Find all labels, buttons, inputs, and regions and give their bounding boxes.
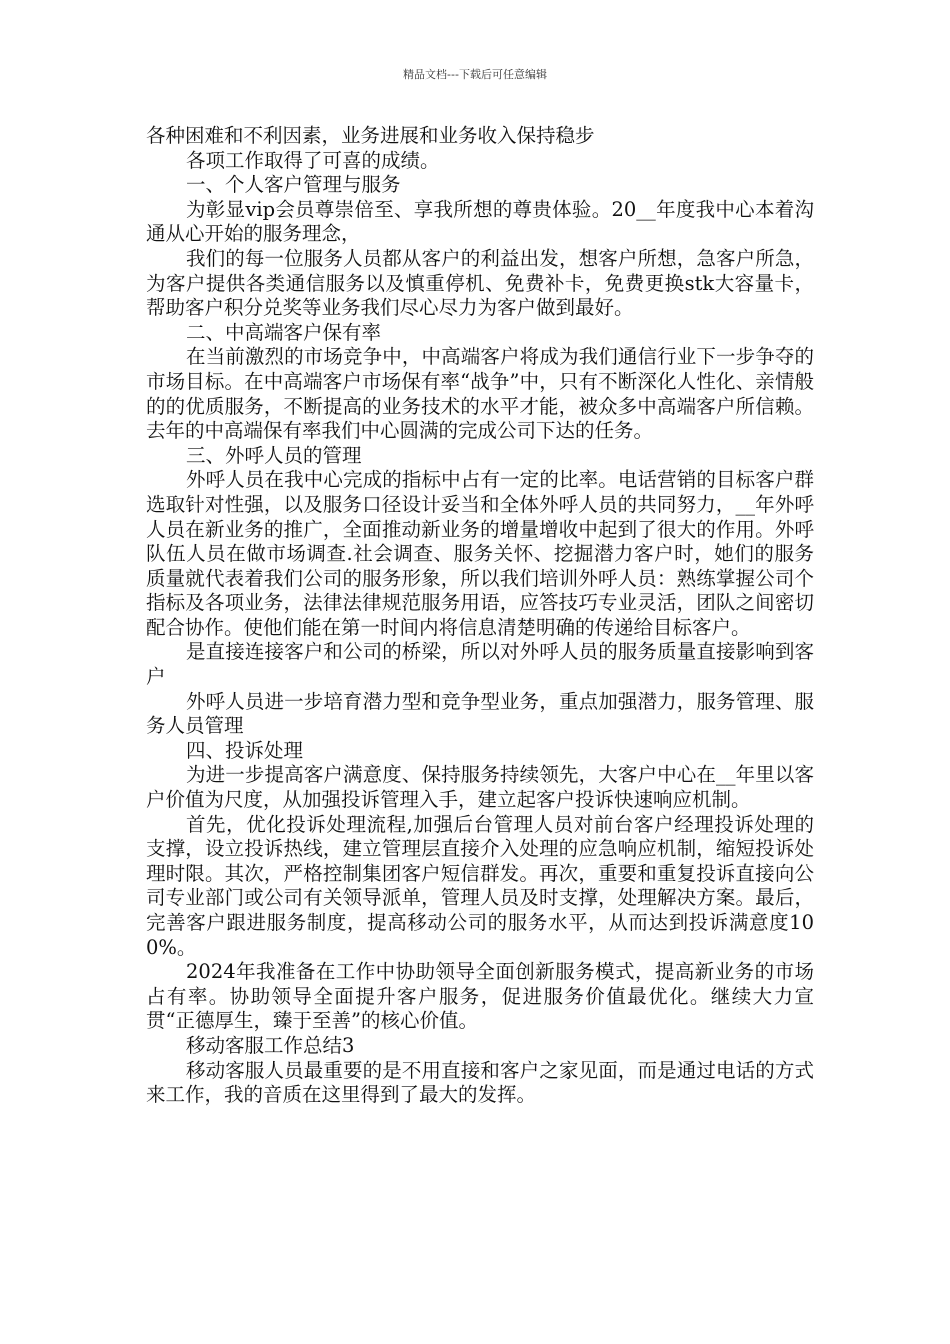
section-heading-1: 一、个人客户管理与服务: [186, 173, 401, 197]
paragraph-outbound-staff: 外呼人员在我中心完成的指标中占有一定的比率。电话营销的目标客户群选取针对性强，以及服务口径设计妥当和全体外呼人员的共同努力，__年外呼人员在新业务的推广，全面推动新业务的增量增收中起到了很大的作用。外呼队伍人员在做市场调查.社会调查、服务关怀、挖掘潜力客户时，她们的服务质量就代表着我们公司的服务形象，所以我们培训外呼人员：熟练掌握公司个指标及各项业务，法律法律规范服务用语，应答技巧专业灵活，团队之间密切配合协作。使他们能在第一时间内将信息清楚明确的传递给目标客户。: [146, 468, 814, 639]
paragraph-outbound-growth: 外呼人员进一步培育潜力型和竞争型业务，重点加强潜力，服务管理、服务人员管理: [146, 689, 814, 738]
paragraph-bridge: 是直接连接客户和公司的桥梁，所以对外呼人员的服务质量直接影响到客户: [146, 640, 814, 689]
section-heading-summary-3: 移动客服工作总结3: [186, 1033, 355, 1057]
paragraph-2024-plan: 2024年我准备在工作中协助领导全面创新服务模式，提高新业务的市场占有率。协助领导全面提升客户服务，促进服务价值最优化。继续大力宣贯“正德厚生，臻于至善”的核心价值。: [146, 960, 814, 1033]
paragraph-vip: 为彰显vip会员尊崇倍至、享我所想的尊贵体验。20__年度我中心本着沟通从心开始的服务理念，: [146, 197, 814, 246]
page-header: 精品文档---下载后可任意编辑: [403, 68, 547, 81]
document-body: [146, 124, 814, 1108]
section-heading-3: 三、外呼人员的管理: [186, 443, 362, 467]
paragraph-phone-work: 移动客服人员最重要的是不用直接和客户之家见面，而是通过电话的方式来工作，我的音质在这里得到了最大的发挥。: [146, 1058, 814, 1107]
paragraph-continuation: 各种困难和不利因素，业务进展和业务收入保持稳步: [146, 124, 595, 147]
paragraph-complaint-process: 首先，优化投诉处理流程,加强后台管理人员对前台客户经理投诉处理的支撑，设立投诉热线，建立管理层直接介入处理的应急响应机制，缩短投诉处理时限。其次，严格控制集团客户短信群发。再次，重要和重复投诉直接向公司专业部门或公司有关领导派单，管理人员及时支撑，处理解决方案。最后，完善客户跟进服务制度，提高移动公司的服务水平，从而达到投诉满意度100%。: [146, 812, 814, 959]
paragraph-achievements: 各项工作取得了可喜的成绩。: [186, 148, 440, 172]
paragraph-service-staff: 我们的每一位服务人员都从客户的利益出发，想客户所想，急客户所急，为客户提供各类通信服务以及慎重停机、免费补卡，免费更换stk大容量卡，帮助客户积分兑奖等业务我们尽心尽力为客户做到最好。: [146, 246, 814, 320]
section-heading-2: 二、中高端客户保有率: [186, 320, 382, 344]
paragraph-high-end-clients: 在当前激烈的市场竞争中，中高端客户将成为我们通信行业下一步争夺的市场目标。在中高端客户市场保有率“战争”中，只有不断深化人性化、亲情般的的优质服务，不断提高的业务技术的水平才能，被众多中高端客户所信赖。去年的中高端保有率我们中心圆满的完成公司下达的任务。: [146, 345, 814, 443]
section-heading-4: 四、投诉处理: [186, 738, 304, 762]
paragraph-complaint-mechanism: 为进一步提高客户满意度、保持服务持续领先，大客户中心在__年里以客户价值为尺度，从加强投诉管理入手，建立起客户投诉快速响应机制。: [146, 763, 814, 812]
